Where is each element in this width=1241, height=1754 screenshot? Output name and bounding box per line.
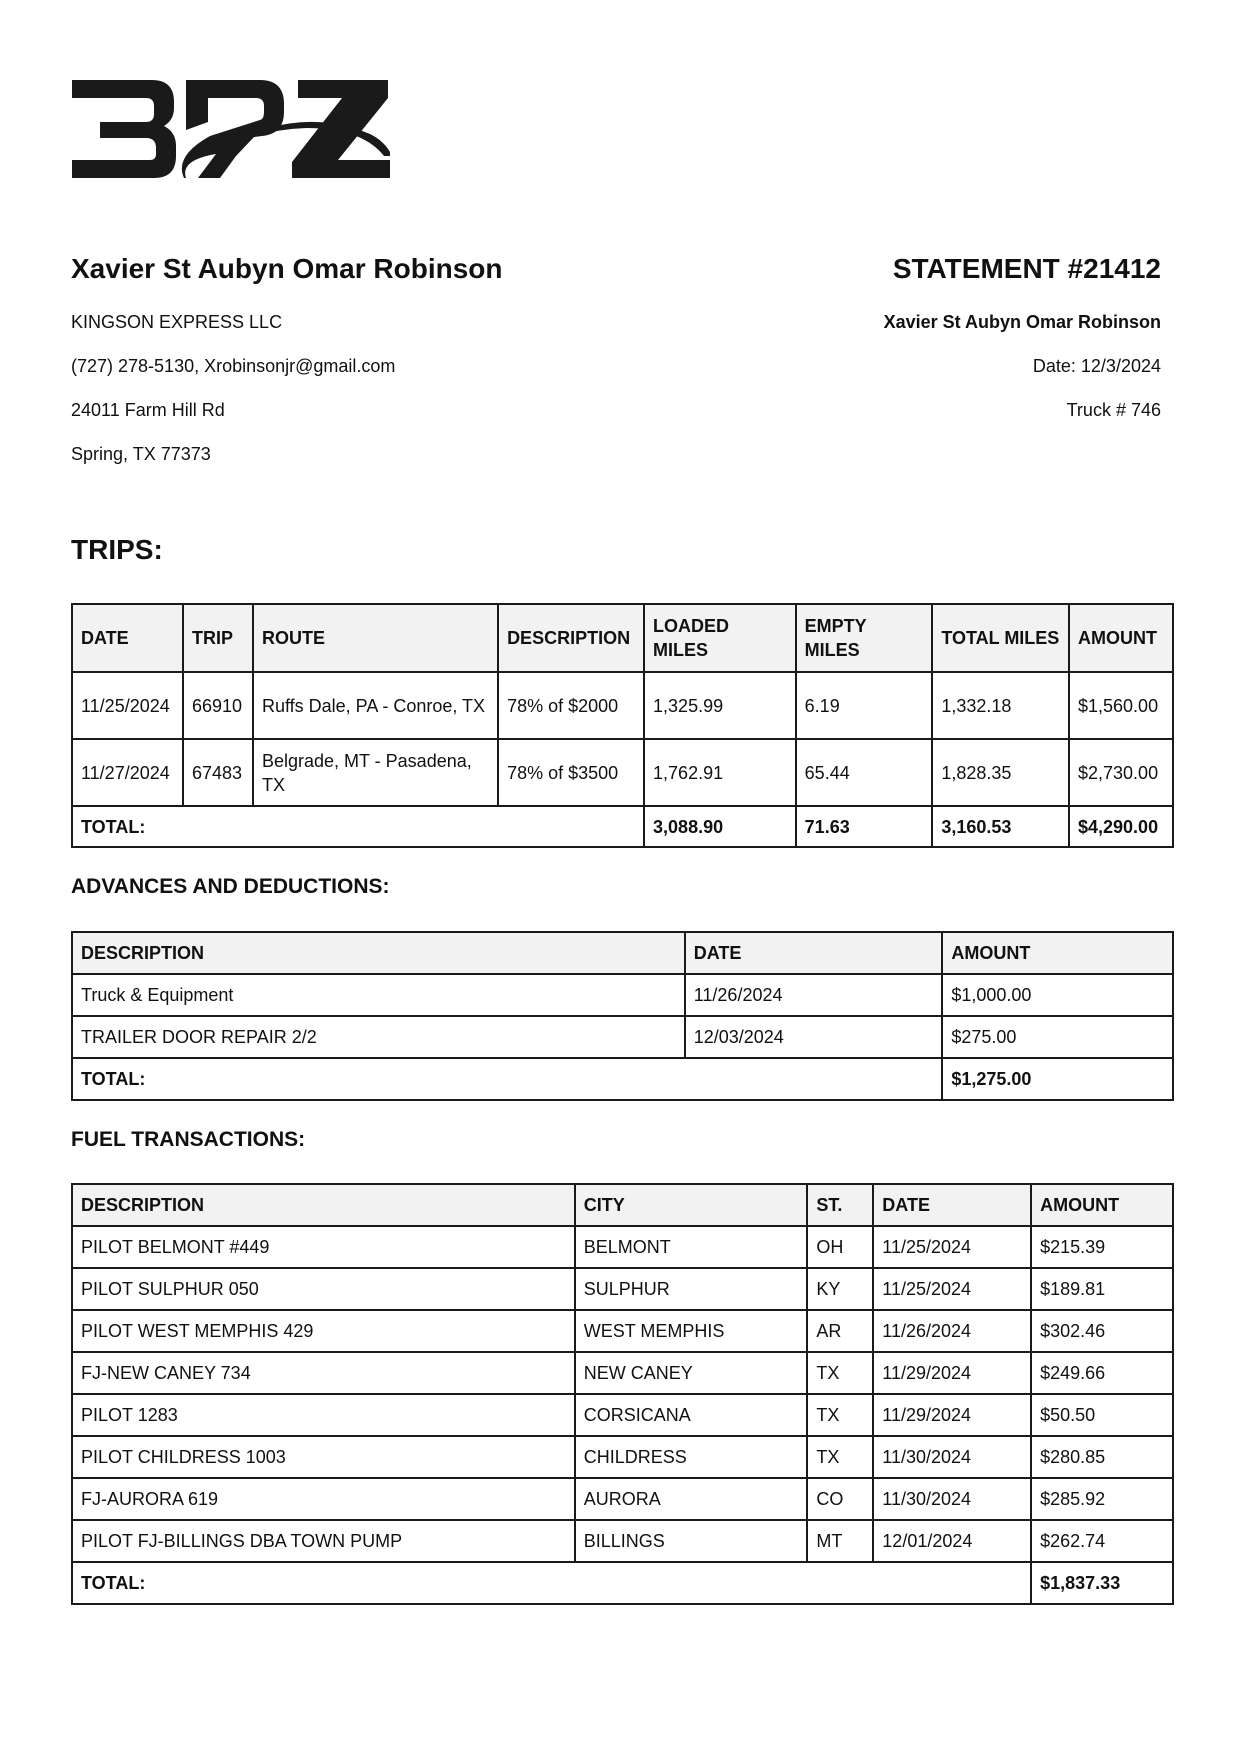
column-header: AMOUNT bbox=[1069, 604, 1173, 672]
column-header: CITY bbox=[575, 1184, 808, 1226]
total-amount: $4,290.00 bbox=[1069, 806, 1173, 847]
table-cell: 11/27/2024 bbox=[72, 739, 183, 806]
column-header: EMPTY MILES bbox=[796, 604, 933, 672]
table-cell: Belgrade, MT - Pasadena, TX bbox=[253, 739, 498, 806]
total-amount: $1,275.00 bbox=[942, 1058, 1173, 1100]
column-header: ST. bbox=[807, 1184, 873, 1226]
total-label: TOTAL: bbox=[72, 1058, 942, 1100]
table-cell: CO bbox=[807, 1478, 873, 1520]
table-cell: KY bbox=[807, 1268, 873, 1310]
recipient-name: Xavier St Aubyn Omar Robinson bbox=[883, 312, 1161, 332]
table-cell: $249.66 bbox=[1031, 1352, 1173, 1394]
table-row bbox=[72, 1394, 1173, 1436]
column-header: DESCRIPTION bbox=[72, 1184, 575, 1226]
table-cell: Ruffs Dale, PA - Conroe, TX bbox=[253, 672, 498, 739]
trips-table bbox=[71, 603, 1174, 848]
statement-block bbox=[883, 252, 1161, 420]
column-header: TRIP bbox=[183, 604, 253, 672]
column-header: TOTAL MILES bbox=[932, 604, 1069, 672]
table-cell: 65.44 bbox=[796, 739, 933, 806]
advances-heading: ADVANCES AND DEDUCTIONS: bbox=[71, 875, 390, 898]
table-cell: 1,325.99 bbox=[644, 672, 796, 739]
table-cell: MT bbox=[807, 1520, 873, 1562]
column-header: LOADED MILES bbox=[644, 604, 796, 672]
table-cell: BELMONT bbox=[575, 1226, 808, 1268]
table-row bbox=[72, 1352, 1173, 1394]
table-cell: 1,828.35 bbox=[932, 739, 1069, 806]
column-header: AMOUNT bbox=[942, 932, 1173, 974]
total-row bbox=[72, 1058, 1173, 1100]
table-cell: 78% of $2000 bbox=[498, 672, 644, 739]
table-cell: 67483 bbox=[183, 739, 253, 806]
company-name: KINGSON EXPRESS LLC bbox=[71, 312, 283, 332]
table-cell: FJ-AURORA 619 bbox=[72, 1478, 575, 1520]
table-cell: 12/03/2024 bbox=[685, 1016, 943, 1058]
table-row bbox=[72, 672, 1173, 739]
column-header: ROUTE bbox=[253, 604, 498, 672]
total-label: TOTAL: bbox=[72, 806, 644, 847]
table-cell: CHILDRESS bbox=[575, 1436, 808, 1478]
total-label: TOTAL: bbox=[72, 1562, 1031, 1604]
table-cell: WEST MEMPHIS bbox=[575, 1310, 808, 1352]
column-header: DATE bbox=[72, 604, 183, 672]
total-row bbox=[72, 1562, 1173, 1604]
table-cell: PILOT 1283 bbox=[72, 1394, 575, 1436]
total-row bbox=[72, 806, 1173, 847]
table-cell: 11/29/2024 bbox=[873, 1394, 1031, 1436]
contact-info: (727) 278-5130, Xrobinsonjr@gmail.com bbox=[71, 356, 396, 376]
table-cell: 11/30/2024 bbox=[873, 1436, 1031, 1478]
total-miles: 3,160.53 bbox=[932, 806, 1069, 847]
table-cell: TX bbox=[807, 1436, 873, 1478]
table-cell: CORSICANA bbox=[575, 1394, 808, 1436]
table-cell: 1,332.18 bbox=[932, 672, 1069, 739]
table-row bbox=[72, 1520, 1173, 1562]
column-header: DATE bbox=[685, 932, 943, 974]
table-cell: 11/30/2024 bbox=[873, 1478, 1031, 1520]
table-header-row bbox=[72, 932, 1173, 974]
table-cell: FJ-NEW CANEY 734 bbox=[72, 1352, 575, 1394]
table-header-row bbox=[72, 604, 1173, 672]
table-cell: 1,762.91 bbox=[644, 739, 796, 806]
table-cell: $1,560.00 bbox=[1069, 672, 1173, 739]
table-cell: 11/25/2024 bbox=[873, 1226, 1031, 1268]
sender-block bbox=[71, 252, 503, 464]
table-cell: PILOT FJ-BILLINGS DBA TOWN PUMP bbox=[72, 1520, 575, 1562]
table-row bbox=[72, 1310, 1173, 1352]
table-cell: AURORA bbox=[575, 1478, 808, 1520]
table-row bbox=[72, 1016, 1173, 1058]
fuel-heading: FUEL TRANSACTIONS: bbox=[71, 1128, 306, 1151]
table-cell: 11/26/2024 bbox=[873, 1310, 1031, 1352]
table-cell: AR bbox=[807, 1310, 873, 1352]
table-cell: PILOT BELMONT #449 bbox=[72, 1226, 575, 1268]
table-cell: PILOT SULPHUR 050 bbox=[72, 1268, 575, 1310]
sender-name: Xavier St Aubyn Omar Robinson bbox=[71, 253, 503, 284]
trips-heading: TRIPS: bbox=[71, 534, 163, 565]
table-row bbox=[72, 1436, 1173, 1478]
address-line-2: Spring, TX 77373 bbox=[71, 444, 211, 464]
company-logo bbox=[70, 76, 390, 196]
table-cell: $275.00 bbox=[942, 1016, 1173, 1058]
table-cell: $302.46 bbox=[1031, 1310, 1173, 1352]
statement-date: Date: 12/3/2024 bbox=[1032, 356, 1161, 376]
table-cell: $285.92 bbox=[1031, 1478, 1173, 1520]
total-amount: $1,837.33 bbox=[1031, 1562, 1173, 1604]
column-header: DATE bbox=[873, 1184, 1031, 1226]
address-line-1: 24011 Farm Hill Rd bbox=[71, 400, 225, 420]
table-cell: 11/25/2024 bbox=[873, 1268, 1031, 1310]
table-cell: TX bbox=[807, 1352, 873, 1394]
table-cell: TRAILER DOOR REPAIR 2/2 bbox=[72, 1016, 685, 1058]
table-cell: 11/26/2024 bbox=[685, 974, 943, 1016]
total-empty-miles: 71.63 bbox=[796, 806, 933, 847]
table-row bbox=[72, 1478, 1173, 1520]
table-row bbox=[72, 1268, 1173, 1310]
column-header: DESCRIPTION bbox=[498, 604, 644, 672]
advances-table bbox=[71, 931, 1174, 1101]
table-cell: 66910 bbox=[183, 672, 253, 739]
table-cell: $50.50 bbox=[1031, 1394, 1173, 1436]
table-cell: BILLINGS bbox=[575, 1520, 808, 1562]
table-cell: $189.81 bbox=[1031, 1268, 1173, 1310]
table-cell: $2,730.00 bbox=[1069, 739, 1173, 806]
table-cell: OH bbox=[807, 1226, 873, 1268]
total-loaded-miles: 3,088.90 bbox=[644, 806, 796, 847]
table-cell: Truck & Equipment bbox=[72, 974, 685, 1016]
table-cell: 11/25/2024 bbox=[72, 672, 183, 739]
truck-number: Truck # 746 bbox=[1066, 400, 1161, 420]
table-cell: 12/01/2024 bbox=[873, 1520, 1031, 1562]
fuel-table bbox=[71, 1183, 1174, 1605]
table-cell: $1,000.00 bbox=[942, 974, 1173, 1016]
table-cell: $262.74 bbox=[1031, 1520, 1173, 1562]
table-cell: 6.19 bbox=[796, 672, 933, 739]
table-cell: 78% of $3500 bbox=[498, 739, 644, 806]
table-cell: NEW CANEY bbox=[575, 1352, 808, 1394]
column-header: AMOUNT bbox=[1031, 1184, 1173, 1226]
table-cell: $280.85 bbox=[1031, 1436, 1173, 1478]
column-header: DESCRIPTION bbox=[72, 932, 685, 974]
table-cell: TX bbox=[807, 1394, 873, 1436]
table-cell: $215.39 bbox=[1031, 1226, 1173, 1268]
table-row bbox=[72, 739, 1173, 806]
table-row bbox=[72, 1226, 1173, 1268]
statement-number: STATEMENT #21412 bbox=[892, 253, 1161, 284]
table-header-row bbox=[72, 1184, 1173, 1226]
table-cell: PILOT CHILDRESS 1003 bbox=[72, 1436, 575, 1478]
table-cell: PILOT WEST MEMPHIS 429 bbox=[72, 1310, 575, 1352]
table-cell: 11/29/2024 bbox=[873, 1352, 1031, 1394]
table-row bbox=[72, 974, 1173, 1016]
table-cell: SULPHUR bbox=[575, 1268, 808, 1310]
